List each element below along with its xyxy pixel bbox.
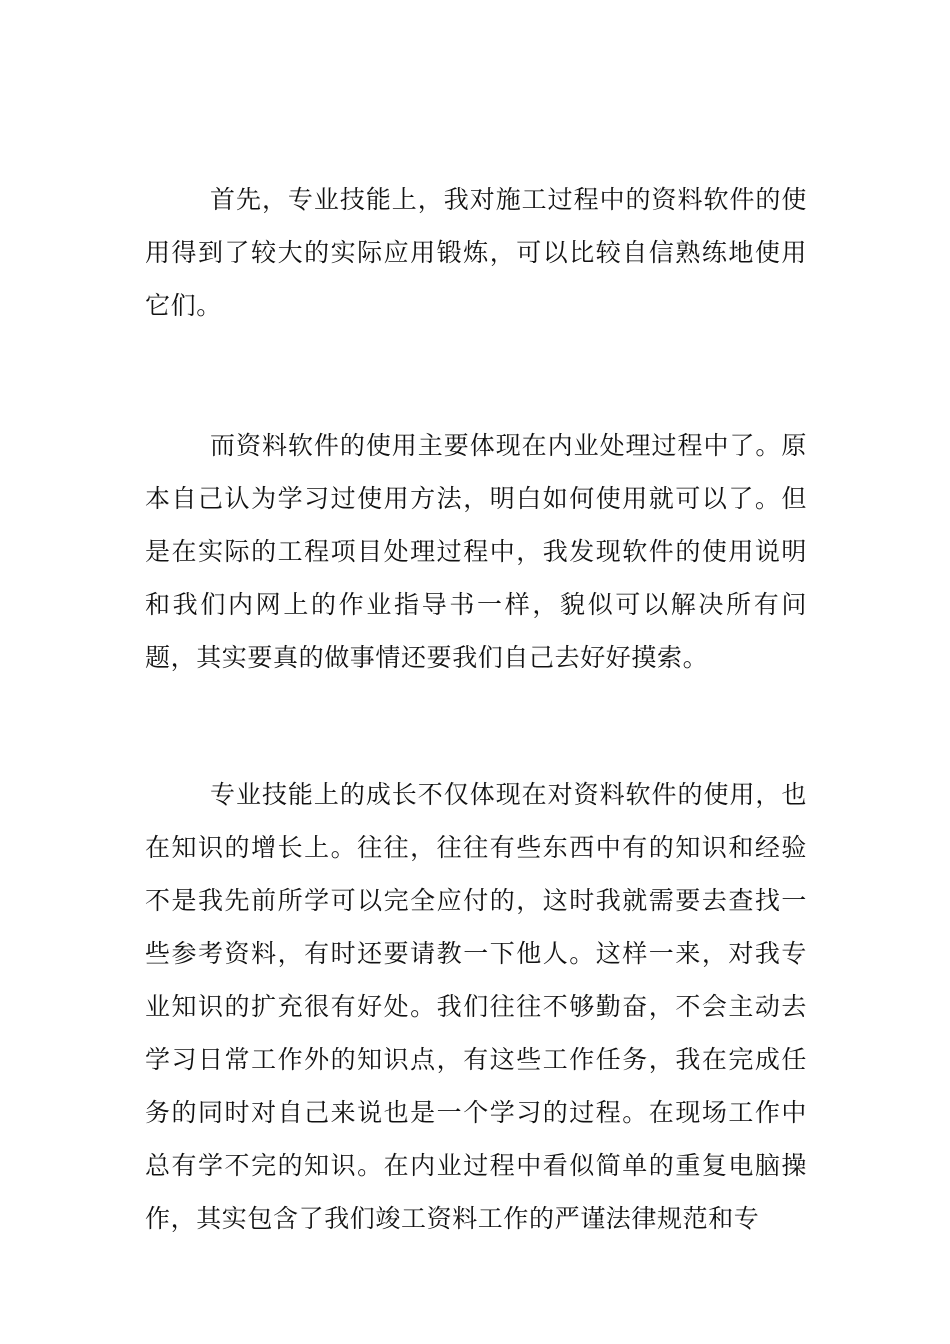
paragraph-internal-processing: 而资料软件的使用主要体现在内业处理过程中了。原本自己认为学习过使用方法，明白如何使用就可以了。但是在实际的工程项目处理过程中，我发现软件的使用说明和我们内网上的作业指导书一样，貌似可以解决所有问题，其实要真的做事情还要我们自己去好好摸索。 [145, 431, 807, 672]
paragraph-software-skills: 首先，专业技能上，我对施工过程中的资料软件的使用得到了较大的实际应用锻炼，可以比较自信熟练地使用它们。 [145, 185, 807, 320]
paragraph-knowledge-growth: 专业技能上的成长不仅体现在对资料软件的使用，也在知识的增长上。往往，往往有些东西中有的知识和经验不是我先前所学可以完全应付的，这时我就需要去查找一些参考资料，有时还要请教一下他人。这样一来，对我专业知识的扩充很有好处。我们往往不够勤奋，不会主动去学习日常工作外的知识点，有这些工作任务，我在完成任务的同时对自己来说也是一个学习的过程。在现场工作中总有学不完的知识。在内业过程中看似简单的重复电脑操作，其实包含了我们竣工资料工作的严谨法律规范和专 [145, 780, 807, 1233]
